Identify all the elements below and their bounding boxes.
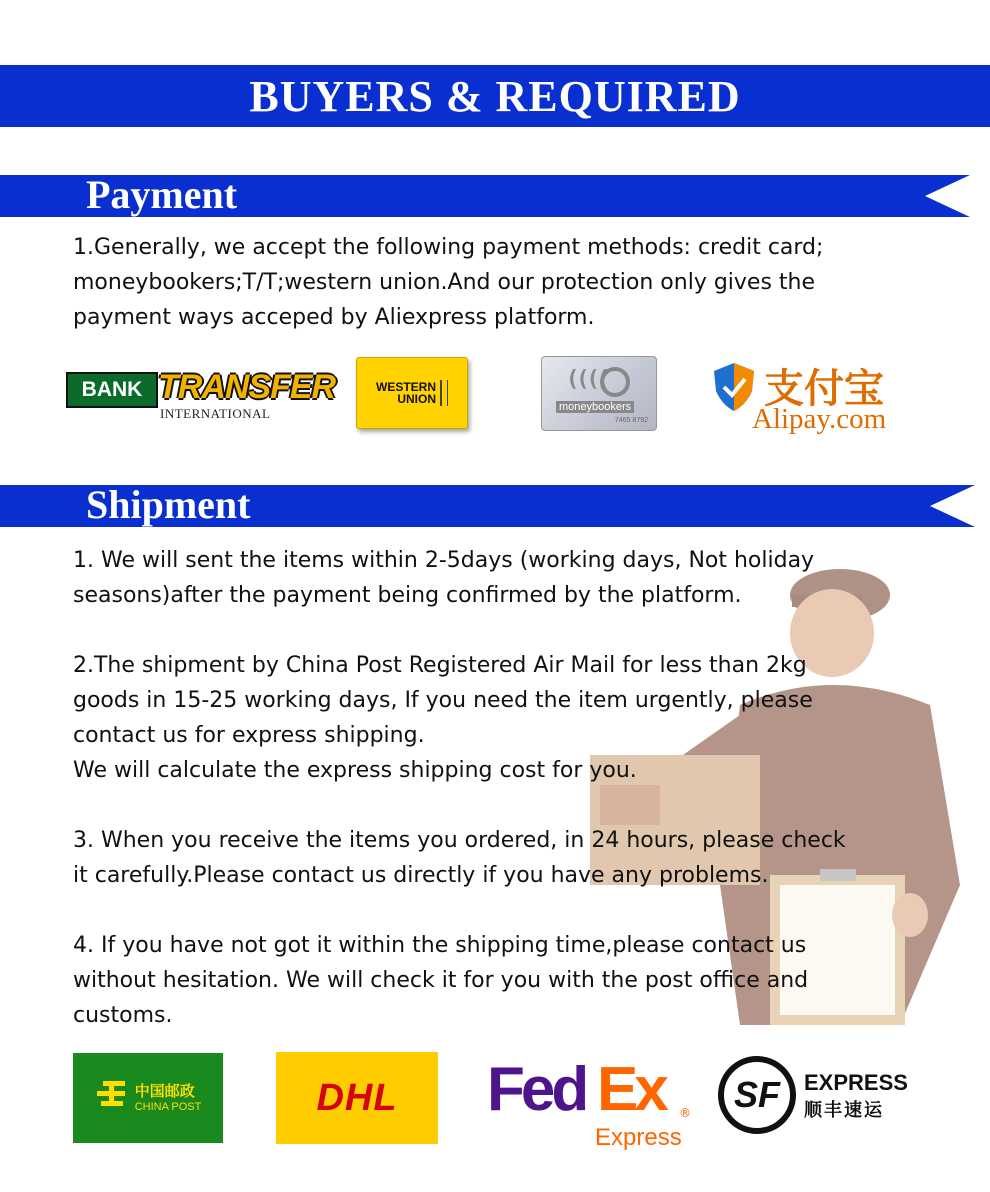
bank-transfer-logo: [66, 368, 336, 424]
sf-express-logo: [718, 1056, 908, 1136]
shipment-banner: [0, 482, 970, 527]
moneybookers-waves-icon: ((((: [566, 367, 607, 392]
sf-express-cn: 顺丰速运: [804, 1100, 884, 1121]
payment-heading: Payment: [86, 172, 238, 217]
alipay-domain: Alipay.com: [752, 403, 887, 435]
moneybookers-name: moneybookers: [556, 401, 634, 413]
fedex-registered: ®: [679, 1106, 691, 1120]
dhl-logo: [276, 1052, 438, 1144]
main-title: BUYERS & REQUIRED: [249, 71, 741, 121]
china-post-icon: [95, 1079, 129, 1117]
shipment-item-1: 1. We will sent the items within 2-5days (working days, Not holiday seasons)after the payment being confirmed by the platform.: [73, 548, 815, 608]
payment-text: 1.Generally, we accept the following payment methods: credit card; moneybookers;T/T;western union.And our protection only gives the payment ways acceped by Aliexpress platform.: [73, 235, 824, 330]
international-label: INTERNATIONAL: [160, 406, 271, 421]
china-post-logo: [73, 1053, 223, 1143]
fedex-express: Express: [595, 1124, 682, 1151]
moneybookers-number: 7465 8792: [614, 417, 648, 424]
alipay-shield-icon: [712, 361, 756, 413]
sf-mark: SF: [718, 1056, 796, 1134]
china-post-en: CHINA POST: [134, 1101, 202, 1113]
alipay-logo: [712, 357, 912, 437]
china-post-cn: 中国邮政: [134, 1082, 195, 1100]
bank-label: BANK: [66, 372, 158, 408]
fedex-ex: Ex: [597, 1055, 665, 1124]
western-union-bars: [440, 380, 448, 406]
moneybookers-logo: [541, 356, 657, 431]
dhl-text: DHL: [316, 1076, 398, 1119]
shipment-item-2: 2.The shipment by China Post Registered Air Mail for less than 2kg goods in 15-25 working days, If you need the item urgently, please contact us for express shipping. We will calculate the express shipping cost for you.: [73, 653, 813, 783]
western-union-logo: [356, 357, 468, 429]
sf-express-en: EXPRESS: [804, 1070, 908, 1095]
shipment-item-4: 4. If you have not got it within the shipping time,please contact us without hesitation. We will check it for you with the post office and customs.: [73, 933, 809, 1028]
payment-banner: [0, 172, 970, 217]
shipment-heading: Shipment: [86, 482, 251, 527]
shipment-item-3: 3. When you receive the items you ordered, in 24 hours, please check it carefully.Please contact us directly if you have any problems.: [73, 828, 846, 888]
fedex-logo: [487, 1055, 697, 1158]
alipay-chinese-name: 支付宝: [764, 366, 884, 412]
moneybookers-circle-icon: [600, 367, 630, 397]
western-union-text: WESTERN UNION: [376, 380, 436, 406]
fedex-fed: Fed: [487, 1055, 586, 1124]
main-banner: [0, 65, 990, 127]
transfer-label: TRANSFER: [158, 368, 336, 406]
